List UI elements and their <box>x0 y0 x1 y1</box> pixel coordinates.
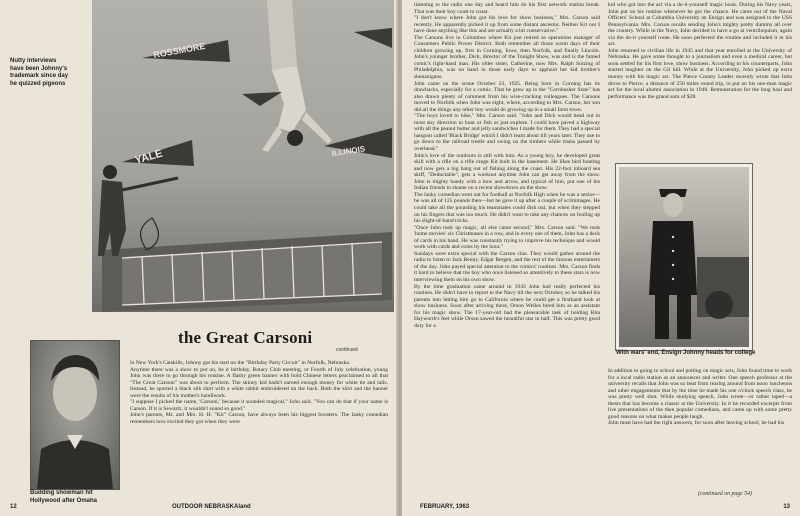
article-title: the Great Carsoni <box>178 328 313 347</box>
top-photo-caption: Nutty interviews have been Johnny's trademark since day he quizzed pigeons <box>10 58 69 87</box>
ensign-photo <box>616 164 752 350</box>
left-article-text: in New York's Catskills, Johnny got his start on the "Birthday Party Circuit" in Norfolk, Nebraska. Anytime there was a show to put on, be it birthday, Rotary Club meeting, or Fourth of July celebration, young John was there to go through his routine. A flashy green banner with bold Chinese letters proclaimed to all that "The Great Carsoni" was about to perform. The skinny kid hadn't earned enough money for white tie and tails. Instead, he sported a black silk shirt with a white rabbit embroidered on the back. Both the shirt and the banner were the results of his mother's handiwork. "I suppose I picked the name, 'Carsoni,' because it sounded magical," John said. "You can do that if your name is Carson. If it is Sewartz, it wouldn't sound so good." John's parents, Mr. and Mrs. H. H. "Kit" Carson, have always been his biggest boosters. The lanky comedian remembers how excited they got when they were <box>130 360 388 425</box>
left-page <box>0 0 398 516</box>
right-column-2-top-text: kid who got into the act via a do-it-yourself magic book. During his Navy years, John put on his routine whenever he got the chance. He came out of the Naval Officers' School at Columbia University an Ensign and was assigned to the USS Pennsylvania. Mrs. Carson recalls sending John's mighty pretty dummy all over the country. While in the Navy, John decided to have a go at ventriloquism, again via the do-it yourself route. He soon perfected the routine and included it in his act. John returned to civilian life in 1945 and that year enrolled at the University of Nebraska. He gave some thought to a journalism and even a medical career, but soon settled for his first love, show business. According to his counterparts, John started laughter on the Gil hill. While at the University, John picked up extra money with his magic act. The Pierce County Leader recently wrote that John drove to Pierce, a distance of 250 miles round trip, to put on his one-man magic act for the local alumni association in 1948. Remuneration for the long haul and performance was the grand sum of $28. <box>608 2 792 100</box>
portrait-caption: Budding showman hit Hollywood after Omaha <box>30 490 98 504</box>
pennant-illinois-icon <box>324 128 392 158</box>
pennant-rossmore-icon <box>142 40 230 62</box>
pennant-text-3: ILLINOIS <box>331 144 366 158</box>
portrait-photo <box>30 340 120 490</box>
right-page-number: 13 <box>783 504 790 510</box>
trampoline-photo <box>92 0 394 312</box>
pennants-decoration <box>92 0 394 312</box>
ensign-illustration <box>619 167 749 347</box>
pennant-text-1: ROSSMORE <box>152 41 207 60</box>
right-page <box>402 0 800 516</box>
right-footer-date: FEBRUARY, 1963 <box>420 504 470 510</box>
pennant-yale-icon <box>122 140 194 167</box>
right-column-1-text: listening to the radio one day and heard him do his first network station break. That was their boy coast to coast. "I don't know where John got his love for show business," Mrs. Carson said recently. He apparently picked it up from some distant ancestor. Neither Kit nor I have done anything like this and are actually a bit conservative." The Carsons live in Columbus where Kit just retired as operations manager of Consumers Public Power District. Both remember all those warm days of their children growing up, first in Corning, Iowa, then Norfolk, and finally Lincoln. John's younger brother, Dick, director of the Tonight Show, was and is the famed comic's right-hand man. His older sister, Catherine, now Mrs. Ralph Sotzing of Philadelphia, was on hand in those early days to applaud her kid brother's shenanigans. John came on the scene October 23, 1925. Being born in Corning has its drawbacks, especially for a comic. That he grew up in the "Cornhusker State" has also drawn plenty of comment from his wise-cracking colleagues. The Carsons moved to Norfolk when John was eight, where, according to Mrs. Carson, her son did all the things any other boy would do growing up in a small farm town. "The boys loved to hike," Mrs. Carson said. "John and Dick would head out in most any direction to hunt or fish or just explore. I could have paved a highway with all the peanut butter and jelly sandwiches I made for them. They had a special hangout called 'Black Bridge' which I didn't learn about till years later. They use to go down to the railroad trestle and swing on the timbers while trains passed by overhead." John's love of the outdoors is still with him. As a young boy, he developed great skill with a rifle on a rifle range Kit built in the basement. He likes bird hunting and now gets a big bang out of fishing along the coast. His 22-foot inboard sea skiff, "Deductable", gets a workout anytime John can get away from the show. John is mighty handy with a bow and arrow, and typical of him, put one of his Indian friends to shame on a recent showdown on the show. The lanky comedian went out for football at Norfolk High when he was a senior—he was all of 125 pounds then—but he gave it up after a couple of scrimmages. He could take all the pounding his teammates could dish out, but when they stepped on his fingers that was too much. He didn't want to take any chances on fouling up his slight-of-hand tricks. "Once John took up magic, all else came second," Mrs. Carson said. "We took 'home movies' six Christmases in a row, and in every one of them, John has a deck of cards in his hand. He was constantly trying to improve his technique and would work with cards and coins by the hour." Sundays were extra special with the Carson clan. They would gather around the radio to listen to Jack Benny, Edgar Bergen, and the rest of the famous entertainers of the day. John payed special attention to the comics' routines. Mrs. Carson finds it hard to believe that the boy who once listened so attentively to these stars is now interviewing them on his own show. By the time graduation came around in 1943 John had really perfected his routines. He didn't have to report to the Navy till the next October, so he talked his parents into letting him go to California where he could get a firsthand look at show business. Soon after arriving there, Orson Welles hired him as an assistant for his magic show. The 17-year-old had the pleasurable task of holding Rita Hayworth's feet while Orson sawed the beautiful star in half. This was pretty good duty for a <box>414 2 600 329</box>
portrait-illustration <box>31 341 119 489</box>
right-column-2-bottom-text: In addition to going to school and putting on magic acts, John found time to work for a local radio station as an announcer and writer. One speech professor at the university recalls that John was so beat from tearing around from noon luncheons and other engagements that by the time he made his one o'clock speech class, he was pretty well shot. While studying speech, John wrote—or rather taped—a thesis that has become a classic at the University. In it he recorded excerpts from live presentations of the then popular comedians, and came up with some pretty good reasons on what makes people laugh. John must have had the right answers, for soon after leaving school, he had his <box>608 368 792 427</box>
left-footer-title: OUTDOOR NEBRASKAland <box>172 504 251 510</box>
pennant-text-2: YALE <box>133 147 165 167</box>
continued-on-page-label: (continued on page 54) <box>698 491 752 497</box>
left-page-number: 12 <box>10 504 17 510</box>
ensign-caption: With wars' end, Ensign Johnny heads for college <box>616 350 756 356</box>
title-continued-label: continued <box>336 347 358 353</box>
